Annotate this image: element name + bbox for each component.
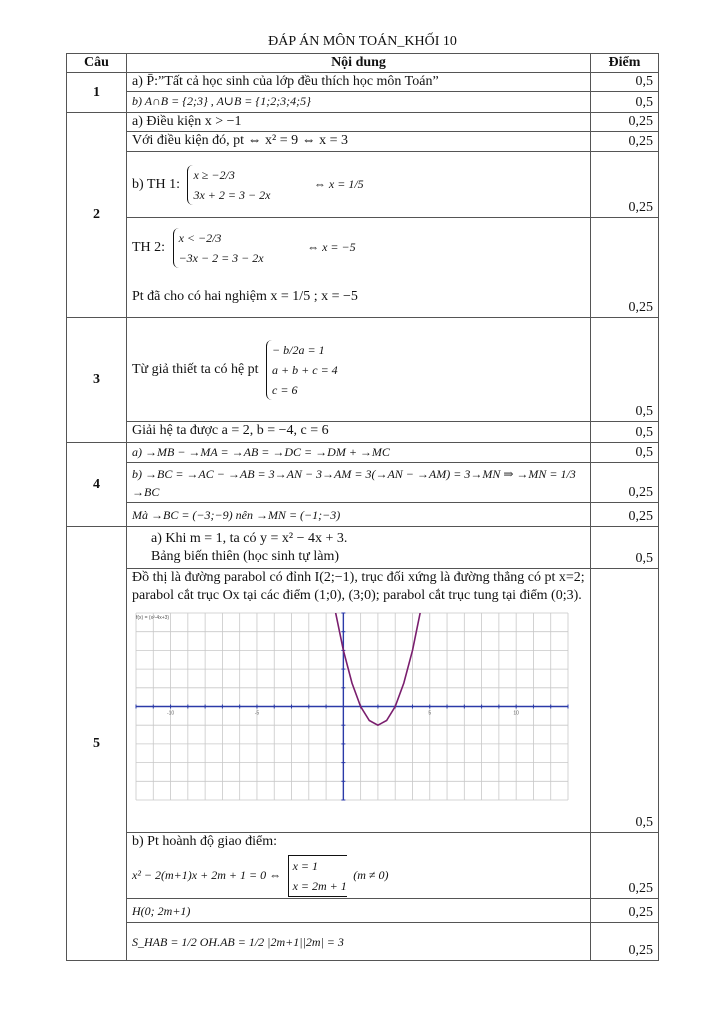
answer-table [66, 53, 659, 961]
header-row [67, 54, 659, 73]
table-row [67, 899, 659, 923]
x-tick-label: 10 [513, 710, 519, 717]
q4-part-c: Mà →BC = (−3;−9) nên →MN = (−1;−3) [127, 503, 591, 527]
header-cau: Câu [67, 54, 127, 73]
score: 0,5 [591, 318, 659, 422]
document-title: ĐÁP ÁN MÔN TOÁN_KHỐI 10 [268, 34, 457, 49]
table-row [67, 443, 659, 463]
table-row [67, 113, 659, 132]
table-row [67, 73, 659, 92]
q5-roots [288, 855, 347, 897]
table-row [67, 503, 659, 527]
table-row [67, 463, 659, 503]
system-line: x < −2/3 [178, 230, 222, 245]
score: 0,25 [591, 463, 659, 503]
parabol-graph [132, 609, 572, 804]
table-row [67, 278, 659, 318]
score: 0,25 [591, 923, 659, 961]
q5-part-a: a) Khi m = 1, ta có y = x² − 4x + 3. [151, 530, 348, 546]
system-line: − b/2a = 1 [272, 342, 325, 357]
q2-case1-system [187, 165, 270, 205]
table-row [67, 923, 659, 961]
score: 0,5 [591, 569, 659, 833]
q5-point-h: H(0; 2m+1) [127, 899, 591, 923]
score: 0,25 [591, 899, 659, 923]
root-line: x = 2m + 1 [292, 879, 347, 893]
score: 0,5 [591, 73, 659, 92]
q5-part-b-title: b) Pt hoành độ giao điểm: [132, 834, 278, 849]
score: 0,5 [591, 92, 659, 113]
table-row [67, 569, 659, 833]
header-noi-dung: Nội dung [127, 54, 591, 73]
graph-axes [136, 613, 568, 800]
question-number: 3 [67, 318, 127, 443]
q2-case1-result: ⇔ x = 1/5 [313, 176, 364, 191]
question-number: 1 [67, 73, 127, 113]
score: 0,25 [591, 132, 659, 152]
table-row [67, 527, 659, 569]
x-tick-label: -5 [254, 710, 260, 717]
system-line: 3x + 2 = 3 − 2x [193, 187, 271, 202]
header-diem: Điểm [591, 54, 659, 73]
system-line: c = 6 [272, 382, 298, 397]
table-row [67, 92, 659, 113]
graph-function-label: f(x) = (x²-4x+3) [136, 615, 170, 621]
table-row [67, 833, 659, 899]
score: 0,5 [591, 527, 659, 569]
system-line: a + b + c = 4 [272, 362, 338, 377]
q1-part-a: a) P̄:”Tất cả học sinh của lớp đều thích học môn Toán” [127, 73, 591, 92]
q2-case1-label: b) TH 1: [132, 176, 180, 192]
score: 0,25 [591, 113, 659, 132]
q5-equation: x² − 2(m+1)x + 2m + 1 = 0 ⇔ [132, 868, 282, 883]
score-empty [591, 218, 659, 278]
q5-condition: (m ≠ 0) [353, 868, 389, 883]
question-number: 4 [67, 443, 127, 527]
q2-case2-system [173, 228, 264, 268]
system-line: −3x − 2 = 3 − 2x [178, 250, 264, 265]
score: 0,5 [591, 443, 659, 463]
system-line: x ≥ −2/3 [193, 167, 235, 182]
table-row [67, 218, 659, 278]
question-number: 5 [67, 527, 127, 961]
score: 0,25 [591, 503, 659, 527]
q2-solution: Với điều kiện đó, pt ⇔ x² = 9 ⇔ x = 3 [127, 132, 591, 152]
score: 0,25 [591, 152, 659, 218]
q3-system [266, 340, 338, 400]
q3-solve: Giải hệ ta được a = 2, b = −4, c = 6 [127, 422, 591, 443]
q2-case2-label: TH 2: [132, 239, 166, 255]
table-row [67, 152, 659, 218]
q4-part-b: b) →BC = →AC − →AB = 3→AN − 3→AM = 3(→AN − →AM) = 3→MN ⇒ →MN = 1/3 →BC [127, 463, 591, 503]
question-number: 2 [67, 113, 127, 318]
x-tick-label: -10 [166, 710, 175, 717]
score: 0,25 [591, 833, 659, 899]
table-row [67, 318, 659, 422]
q2-condition: a) Điều kiện x > −1 [127, 113, 591, 132]
score: 0,5 [591, 422, 659, 443]
q2-conclusion: Pt đã cho có hai nghiệm x = 1/5 ; x = −5 [127, 278, 591, 318]
q5-area: S_HAB = 1/2 OH.AB = 1/2 |2m+1||2m| = 3 [127, 923, 591, 961]
q5-variation-table-note: Bảng biến thiên (học sinh tự làm) [151, 548, 339, 564]
q2-case2-result: ⇔ x = −5 [307, 239, 356, 254]
q1-part-b: b) A∩B = {2;3} , A∪B = {1;2;3;4;5} [127, 92, 591, 113]
table-row [67, 422, 659, 443]
q4-part-a: a) →MB − →MA = →AB = →DC = →DM + →MC [127, 443, 591, 463]
score: 0,25 [591, 278, 659, 318]
root-line: x = 1 [292, 859, 318, 873]
q5-graph-description: Đồ thị là đường parabol có đỉnh I(2;−1), trục đối xứng là đường thẳng có pt x=2; parabol cắt trục Ox tại các điểm (1;0), (3;0); parabol cắt trục tung tại điểm (0;3). [132, 570, 585, 603]
table-row [67, 132, 659, 152]
q3-text: Từ giả thiết ta có hệ pt [132, 361, 259, 377]
x-tick-label: 5 [428, 710, 432, 717]
